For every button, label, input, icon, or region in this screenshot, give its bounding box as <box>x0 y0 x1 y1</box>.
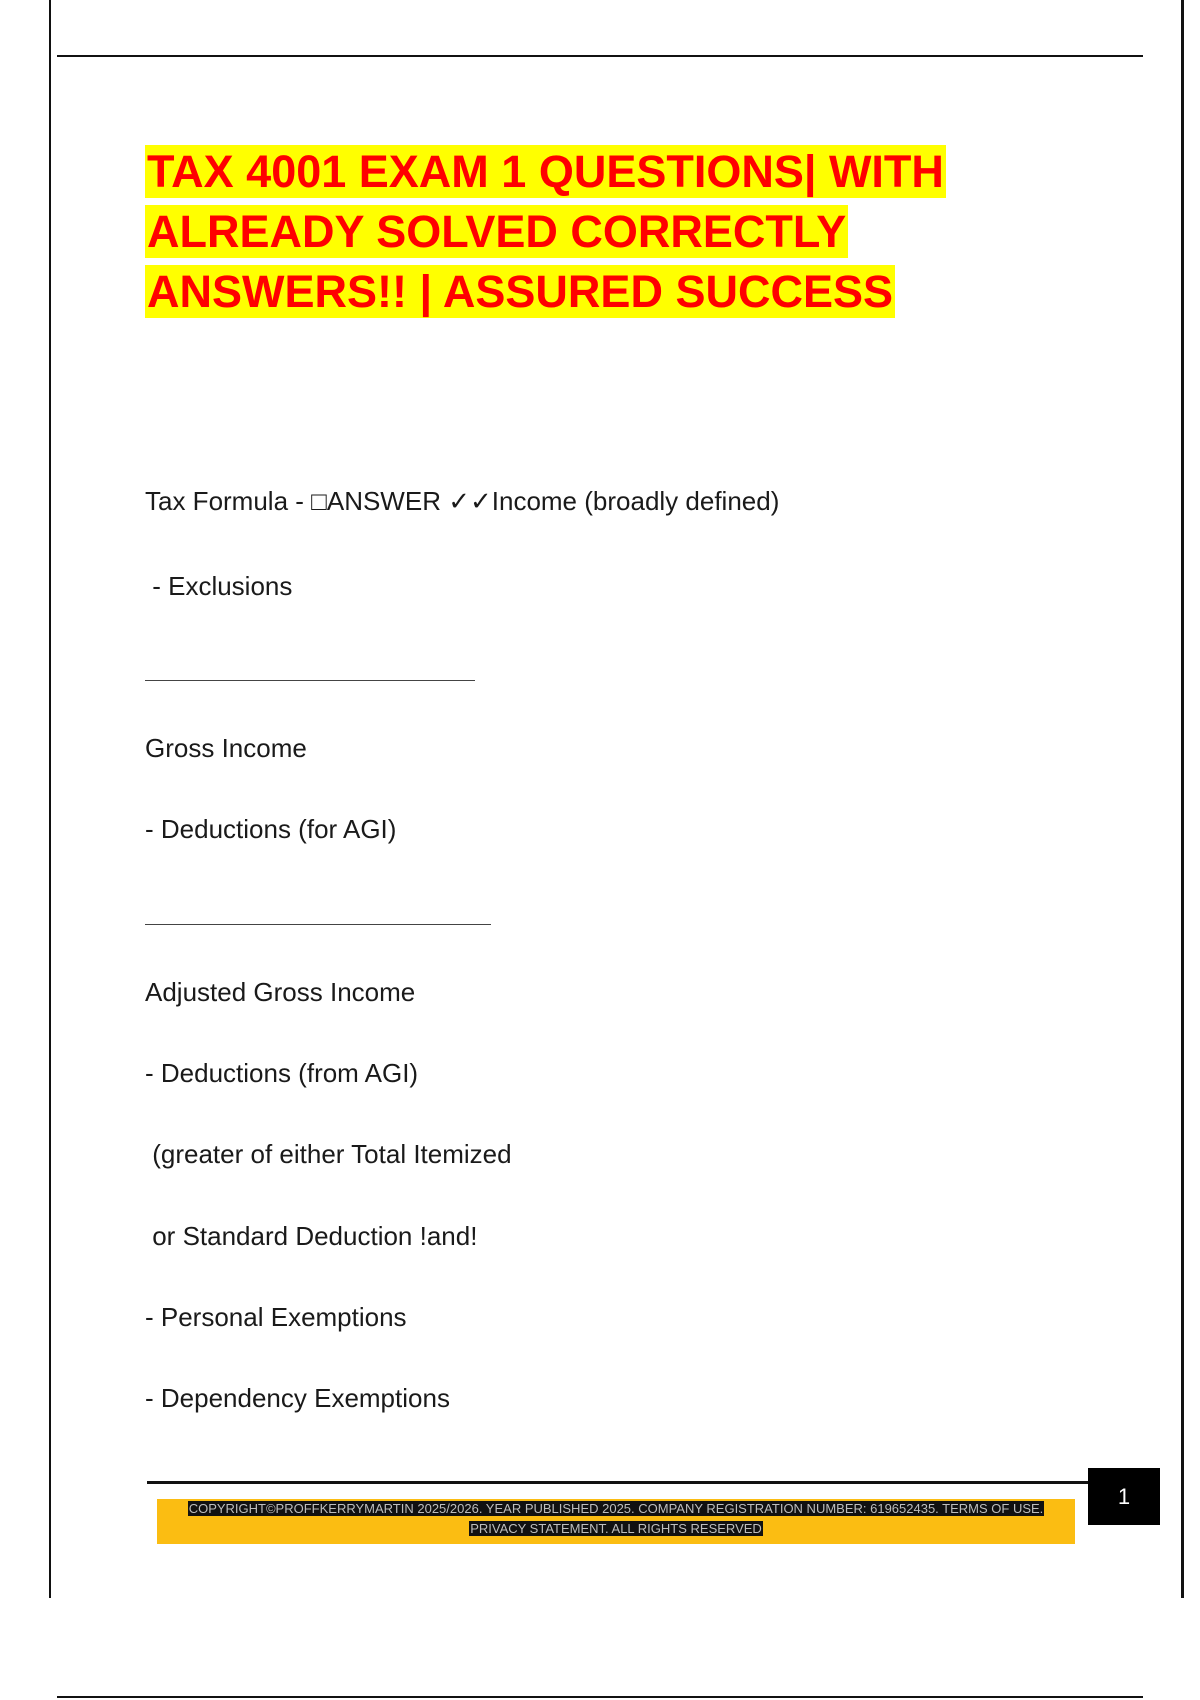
body-line-adjusted-gross-income: Adjusted Gross Income <box>145 977 416 1007</box>
page-number-box <box>1088 1468 1160 1525</box>
copyright-line-2: PRIVACY STATEMENT. ALL RIGHTS RESERVED <box>470 1521 762 1536</box>
document-title <box>145 142 1045 322</box>
copyright-line-1: COPYRIGHT©PROFFKERRYMARTIN 2025/2026. YEAR PUBLISHED 2025. COMPANY REGISTRATION NUMBER: 619652435. TERMS OF USE. <box>188 1501 1044 1516</box>
page-border-left <box>49 0 51 1598</box>
body-line-deductions-for-agi: - Deductions (for AGI) <box>145 814 397 844</box>
body-line-standard-deduction: or Standard Deduction !and! <box>145 1221 478 1251</box>
body-line-dependency-exemptions: - Dependency Exemptions <box>145 1383 450 1413</box>
copyright-footer <box>157 1499 1075 1544</box>
separator-line <box>145 924 491 925</box>
title-text: TAX 4001 EXAM 1 QUESTIONS| WITH ALREADY SOLVED CORRECTLY ANSWERS!! | ASSURED SUCCESS <box>147 146 944 317</box>
body-line-gross-income: Gross Income <box>145 733 307 763</box>
body-line-total-itemized: (greater of either Total Itemized <box>145 1139 512 1169</box>
body-line-deductions-from-agi: - Deductions (from AGI) <box>145 1058 419 1088</box>
footer-rule <box>147 1481 1090 1484</box>
next-page-rule <box>57 1696 1143 1698</box>
separator-line <box>145 680 475 681</box>
body-line-personal-exemptions: - Personal Exemptions <box>145 1302 407 1332</box>
header-rule <box>57 55 1143 57</box>
page-number: 1 <box>1117 1483 1131 1509</box>
body-line-tax-formula: Tax Formula - □ANSWER ✓✓Income (broadly defined) <box>145 486 780 516</box>
body-line-exclusions: - Exclusions <box>145 571 293 601</box>
page-border-right <box>1181 0 1184 1598</box>
